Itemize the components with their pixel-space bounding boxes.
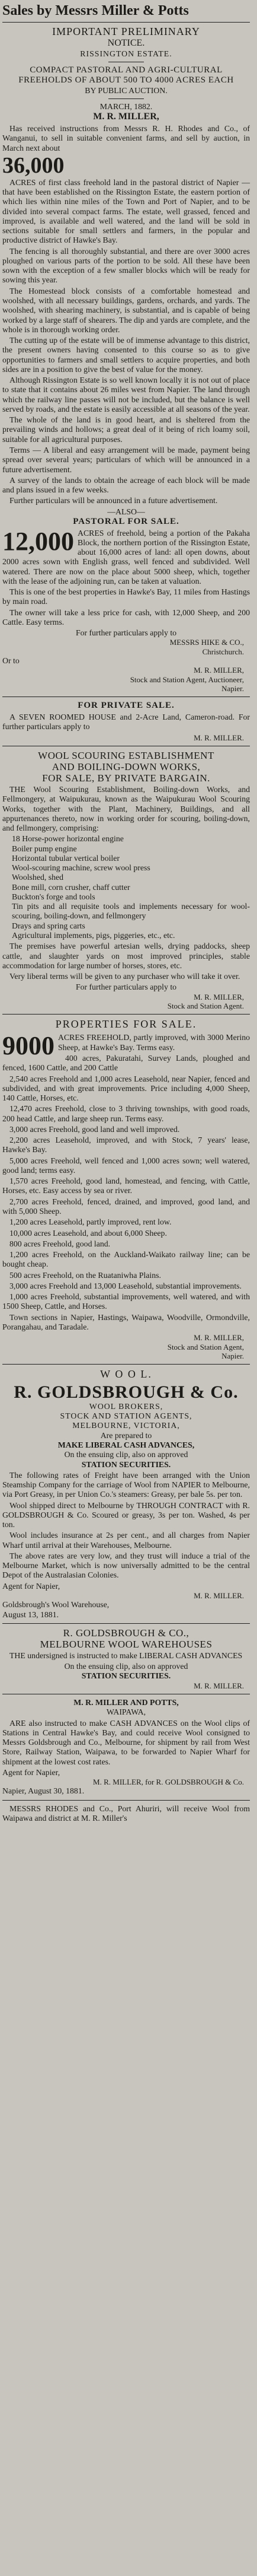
wool-scouring-items	[2, 834, 250, 940]
properties-agent-role: Stock and Station Agent,	[167, 1342, 244, 1351]
private-sale	[2, 701, 250, 742]
notice-date: MARCH, 1882.	[99, 101, 153, 111]
wool-scouring-title-3: FOR SALE, BY PRIVATE BARGAIN.	[42, 772, 210, 784]
list-item: 18 Horse-power horizontal engine	[12, 834, 124, 844]
list-item: 1,200 acres Freehold, on the Auckland-Waikato railway line; can be bought cheap.	[2, 1250, 250, 1269]
wool-prepared: Are prepared to	[100, 1430, 152, 1440]
wool-scouring-title-1: WOOL SCOURING ESTABLISHMENT	[38, 749, 214, 761]
notice-para-7: Terms — A liberal and easy arrangement will be made, payment being spread over several years; particulars of which will be announced in a future advertisement.	[2, 446, 250, 474]
pastoral-text-3: The owner will take a less price for cash, with 12,000 Sheep, and 200 Cattle. Easy terms.	[2, 608, 250, 626]
list-item: 1,200 acres Leasehold, partly improved, rent low.	[9, 1217, 172, 1227]
wool-advert	[2, 1368, 250, 1620]
private-sale-title: FOR PRIVATE SALE.	[78, 701, 175, 711]
list-item: Woolshed, shed	[12, 873, 64, 882]
footer-ad: MESSRS RHODES and Co., Port Ahuriri, will receive Wool from Waipawa and district at M. R. Miller's	[2, 1804, 250, 1823]
estate-name: RISSINGTON ESTATE.	[80, 49, 172, 58]
list-item: Buckton's forge and tools	[12, 892, 95, 901]
list-item: Horizontal tubular vertical boiler	[12, 853, 120, 863]
pastoral-sig-1: M. R. MILLER,	[194, 666, 244, 675]
list-item: 10,000 acres Leasehold, and about 6,000 Sheep.	[9, 1228, 167, 1238]
notice-lead: COMPACT PASTORAL AND AGRI-CULTURAL FREEHOLDS OF ABOUT 500 TO 4000 ACRES EACH	[18, 65, 234, 85]
list-item: 3,000 acres Freehold, good land and well improved.	[9, 1124, 180, 1134]
wool-scouring	[2, 750, 250, 1010]
wool-role-1: WOOL BROKERS,	[89, 1401, 163, 1411]
list-item: Drays and spring carts	[12, 921, 85, 930]
wool-scouring-body-2: The premises have powerful artesian wells, drying paddocks, sheep cattle, and slaughter yards on most improved principles, stable accommodation for large number of horses, stores, etc.	[2, 942, 250, 970]
miller-potts-agent: Agent for Napier,	[2, 1767, 60, 1777]
notice-title: IMPORTANT PRELIMINARY	[52, 26, 200, 38]
notice-para-9: Further particulars will be announced in a future advertisement.	[9, 496, 218, 505]
notice-para-6: The whole of the land is in good heart, and is sheltered from the prevailing winds and hollows; a great deal of it being of rich loamy soil, suitable for all agricultural purposes.	[2, 415, 250, 444]
list-item: Town sections in Napier, Hastings, Waipawa, Woodville, Ormondville, Porangahau, and Taradale.	[2, 1312, 250, 1331]
notice-para-4: The cutting up of the estate will be of immense advantage to this district, the present owners having consented to this course so as to give opportunities to farmers and small settlers to acquire properties, and both sides are in a position to give the best of value for the money.	[2, 336, 250, 374]
melbourne-clip: On the ensuing clip, also on approved	[64, 1662, 188, 1671]
list-item: Bone mill, corn crusher, chaff cutter	[12, 882, 130, 892]
also-heading: —ALSO—	[107, 507, 145, 516]
wool-place: MELBOURNE, VICTORIA,	[72, 1421, 180, 1430]
wool-scouring-title-2: AND BOILING-DOWN WORKS,	[52, 761, 201, 772]
wool-para-1: The following rates of Freight have been arranged with the Union Steamship Company for the carriage of Wool from NAPIER to Melbourne, via Port Greasy, in per Union Co.'s steamers: Greasy, per bale 5s. per ton.	[2, 1470, 250, 1499]
list-item: 1,000 acres Freehold, substantial improvements, well watered, and with 1500 Sheep, Cattle, and Horses.	[2, 1292, 250, 1311]
properties-agent: M. R. MILLER,	[194, 1333, 244, 1343]
wool-advances: MAKE LIBERAL CASH ADVANCES,	[57, 1440, 195, 1449]
list-item: Boiler pump engine	[12, 844, 77, 853]
private-sale-body: A SEVEN ROOMED HOUSE and 2-Acre Land, Cameron-road. For further particulars apply to	[2, 713, 250, 732]
wool-para-2: Wool shipped direct to Melbourne by THROUGH CONTRACT with R. GOLDSBROUGH & Co. Scoured or greasy, 3s per ton. Washed, 4s per ton.	[2, 1500, 250, 1529]
wool-agent-sig: M. R. MILLER.	[194, 1591, 244, 1600]
divider	[2, 1623, 250, 1624]
wool-scouring-contact: For further particulars apply to	[75, 982, 177, 992]
properties-list	[2, 1054, 250, 1332]
pastoral-sig-3: Napier.	[221, 684, 244, 694]
pastoral-firm: MESSRS HIKE & CO.,	[169, 638, 244, 647]
list-item: 5,000 acres Freehold, well fenced and 1,000 acres sown; well watered, good land; terms easy.	[2, 1156, 250, 1175]
pastoral-block	[2, 526, 250, 587]
properties-for-sale	[2, 1018, 250, 1360]
pastoral-text: ACRES of freehold, being a portion of the Pakaha Block, the northern portion of the Rissington Estate, about 16,000 acres of land: all open downs, about 2000 acres sown with English grass, well fenced and subdivided. Well watered. There are now on the place about 5000 sheep, which, together with the lease of the adjoining run, can be taken at valuation.	[2, 528, 250, 586]
list-item: 800 acres Freehold, good land.	[9, 1239, 111, 1248]
notice-para-5: Although Rissington Estate is so well known locally it is not out of place to state that it contains about 26 miles west from Napier. The land through which the railway line passes will not be included, but the balance is well served by roads, and the estate is easily accessible at all seasons of the year.	[2, 376, 250, 414]
wool-scouring-body: THE Wool Scouring Establishment, Boiling-down Works, and Fellmongery, at Waipukurau, known as the Waipukurau Wool Scouring Works, together with the Plant, Machinery, Buildings, and all appurtenances thereto, now in working order for scouring, boiling-down, and fellmongery, comprising:	[2, 785, 250, 833]
acres-line	[2, 154, 250, 177]
wool-footer-2: August 13, 1881.	[2, 1610, 59, 1619]
list-item: Tin pits and all requisite tools and implements necessary for wool-scouring, boiling-down, and fellmongery	[12, 902, 250, 921]
properties-first-text: ACRES FREEHOLD, partly improved, with 3000 Merino Sheep, at Hawke's Bay. Terms easy.	[58, 1033, 250, 1052]
divider	[2, 1800, 250, 1801]
notice-by: BY PUBLIC AUCTION.	[85, 85, 168, 95]
list-item: 400 acres, Pakuratahi, Survey Lands, ploughed and fenced, 1600 Cattle, and 200 Cattle	[2, 1054, 250, 1073]
pastoral-contact: For further particulars apply to	[75, 628, 177, 638]
list-item: 12,470 acres Freehold, close to 3 thriving townships, with good roads, 200 head Cattle, and large sheep run. Terms easy.	[2, 1104, 250, 1123]
wool-title: W O O L.	[100, 1368, 152, 1381]
divider	[2, 1014, 250, 1015]
goldsbrough-logo: R. GOLDSBROUGH & Co.	[14, 1382, 239, 1403]
sale-header: Sales by Messrs Miller & Potts	[2, 4, 189, 18]
miller-potts-place: WAIPAWA,	[106, 1707, 146, 1717]
melbourne-agent: M. R. MILLER.	[194, 1681, 244, 1690]
pastoral-sig-2: Stock and Station Agent, Auctioneer,	[130, 675, 244, 684]
melbourne-sec: STATION SECURITIES.	[81, 1671, 171, 1681]
pastoral-place: Christchurch.	[202, 647, 244, 656]
melbourne-line-2: MELBOURNE WOOL WAREHOUSES	[40, 1638, 213, 1650]
or-to: Or to	[2, 656, 20, 666]
wool-scouring-sig-2: Stock and Station Agent.	[167, 1001, 244, 1010]
miller-potts	[2, 1698, 250, 1796]
properties-first	[2, 1031, 250, 1061]
properties-figure: 9000	[2, 1031, 54, 1061]
miller-potts-sig: M. R. MILLER, for R. GOLDSBROUGH & Co.	[93, 1777, 244, 1787]
rissington-notice	[2, 26, 250, 693]
acres-text: ACRES of first class freehold land in the pastoral district of Napier — that have been established on the Rissington Estate, the eastern portion of which lies within nine miles of the Town and Port of Napier, and to be divided into several compact farms. The estate, well grassed, fenced and improved, is available and well watered, and the land will be sold in sections suitable for small settlers and farmers, in the popular and productive district of Hawke's Bay.	[2, 177, 250, 245]
miller-potts-body: ARE also instructed to make CASH ADVANCES on the Wool clips of Stations in Central Hawke's Bay, and could receive Wool consigned to Messrs Goldsbrough and Co., Melbourne, for shipment by rail from West Store, Railway Station, Waipawa, to be forwarded to Napier Wharf for shipment at the lowest cost rates.	[2, 1718, 250, 1766]
acres-figure: 36,000	[2, 152, 65, 178]
miller-potts-date: Napier, August 30, 1881.	[2, 1786, 85, 1796]
melbourne-body: THE undersigned is instructed to make LIBERAL CASH ADVANCES	[9, 1650, 243, 1660]
properties-agent-place: Napier.	[221, 1351, 244, 1360]
wool-footer-1: Goldsbrough's Wool Warehouse,	[2, 1600, 110, 1610]
miller-potts-title: M. R. MILLER AND POTTS,	[73, 1698, 179, 1707]
notice-para-3: The Homestead block consists of a comfortable homestead and woolshed, with all necessary buildings, gardens, orchards, and yards. The woolshed, with shearing machinery, is substantial, and is capable of being worked by a large staff of shearers. The dip and yards are complete, and the whole is in thorough working order.	[2, 286, 250, 334]
list-item: Wool-scouring machine, screw wool press	[12, 863, 150, 873]
divider	[108, 98, 144, 99]
pastoral-figure: 12,000	[2, 526, 74, 556]
list-item: 2,200 acres Leasehold, improved, and with Stock, 7 years' lease, Hawke's Bay.	[2, 1136, 250, 1155]
notice-auctioneer: M. R. MILLER,	[93, 112, 159, 122]
wool-para-3: Wool includes insurance at 2s per cent., and all charges from Napier Wharf until arrival at their Warehouses, Melbourne.	[2, 1531, 250, 1550]
wool-para-4: The above rates are very low, and they trust will induce a trial of the Melbourne Market, which is now universally admitted to be the central Depot of the Australasian Colonies.	[2, 1551, 250, 1580]
list-item: 1,570 acres Freehold, good land, homestead, and fencing, with Cattle, Horses, etc. Easy access by sea or river.	[2, 1176, 250, 1195]
properties-title: PROPERTIES FOR SALE.	[55, 1018, 197, 1031]
notice-subtitle: NOTICE.	[107, 37, 145, 48]
pastoral-title: PASTORAL FOR SALE.	[73, 516, 179, 526]
list-item: Agricultural implements, pigs, piggeries, etc., etc.	[12, 931, 175, 940]
divider	[2, 22, 250, 23]
melbourne-line-1: R. GOLDSBROUGH & CO.,	[63, 1627, 189, 1639]
wool-role-2: STOCK AND STATION AGENTS,	[60, 1411, 192, 1421]
list-item: 3,000 acres Freehold and 13,000 Leasehold, substantial improvements.	[9, 1281, 242, 1290]
wool-securities: STATION SECURITIES.	[81, 1459, 171, 1469]
divider	[2, 1364, 250, 1365]
list-item: 2,540 acres Freehold and 1,000 acres Leasehold, near Napier, fenced and subdivided, and with great improvements. Price including 4,000 Sheep, 140 Cattle, Horses, etc.	[2, 1074, 250, 1103]
list-item: 500 acres Freehold, on the Ruataniwha Plains.	[9, 1270, 161, 1280]
wool-on-clip: On the ensuing clip, also on approved	[64, 1450, 188, 1459]
notice-para-8: A survey of the lands to obtain the acreage of each block will be made and plans issued in a few weeks.	[2, 475, 250, 495]
wool-scouring-sig-1: M. R. MILLER,	[194, 992, 244, 1001]
pastoral-text-2: This is one of the best properties in Hawke's Bay, 11 miles from Hastings by main road.	[2, 587, 250, 606]
melbourne-warehouses	[2, 1627, 250, 1690]
private-sale-sig: M. R. MILLER.	[194, 733, 244, 742]
list-item: 2,700 acres Freehold, fenced, drained, and improved, good land, and with 5,000 Sheep.	[2, 1197, 250, 1216]
notice-para-2: The fencing is all thoroughly substantial, and there are over 3000 acres ploughed on various parts of the portion to be sold. All these have been sown with the exception of a few smaller blocks which will be ready for sowing this year.	[2, 246, 250, 285]
wool-scouring-body-3: Very liberal terms will be given to any purchaser who will take it over.	[9, 972, 240, 981]
notice-intro: Has received instructions from Messrs R. H. Rhodes and Co., of Wanganui, to sell in suitable convenient farms, and sell by auction, in March next about	[2, 124, 250, 152]
wool-agent-for: Agent for Napier,	[2, 1581, 60, 1591]
